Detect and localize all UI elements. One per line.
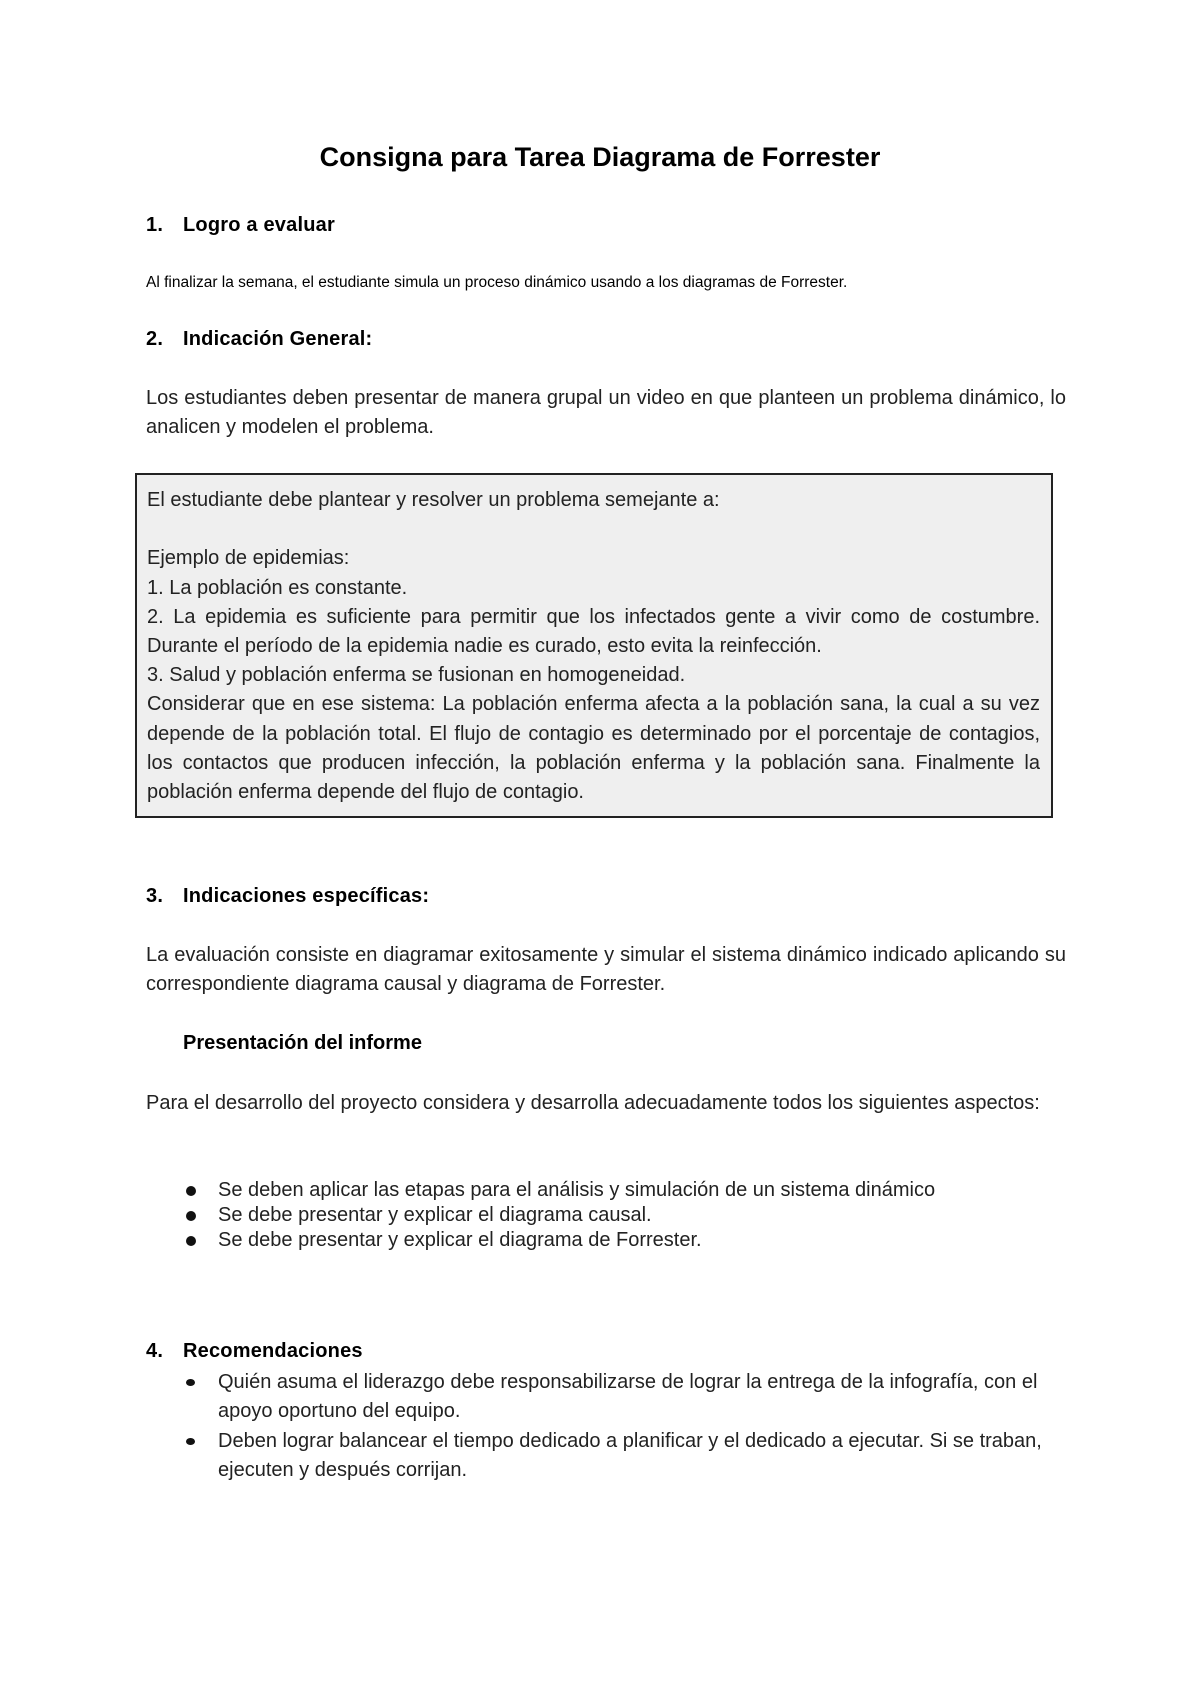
example-box [135,473,1053,818]
section-1-text: Al finalizar la semana, el estudiante simula un proceso dinámico usando a los diagramas de Forrester. [146,274,848,291]
box-consider: Considerar que en ese sistema: La población enferma afecta a la población sana, la cual a su vez depende de la población total. El flujo de contagio es determinado por el porcentaje de contagios, los contactos que producen infección, la población enferma y la población sana. Finalmente la población enferma depende del flujo de contagio. [147,693,1040,804]
report-subheading: Presentación del informe [183,1032,422,1054]
list-item: Se deben aplicar las etapas para el análisis y simulación de un sistema dinámico [146,1178,1066,1203]
section-4-number: 4. [146,1340,164,1362]
recommendations-list [146,1368,1066,1486]
section-1-heading [146,214,335,237]
section-2-title: Indicación General: [183,328,373,350]
section-4-title: Recomendaciones [183,1340,363,1362]
list-item: Deben lograr balancear el tiempo dedicado a planificar y el dedicado a ejecutar. Si se traban, ejecuten y después corrijan. [146,1427,1066,1485]
box-example-title: Ejemplo de epidemias: [147,547,350,570]
list-item: Se debe presentar y explicar el diagrama de Forrester. [146,1228,1066,1253]
list-item: Quién asuma el liderazgo debe responsabilizarse de lograr la entrega de la infografía, con el apoyo oportuno del equipo. [146,1368,1066,1426]
document-title: Consigna para Tarea Diagrama de Forrester [319,142,881,172]
bullet-dot-icon [186,1186,196,1196]
bullet-dot-icon [186,1211,196,1221]
section-3-intro: Para el desarrollo del proyecto considera y desarrolla adecuadamente todos los siguientes aspectos: [146,1092,1040,1114]
box-item-2: 2. La epidemia es suficiente para permitir que los infectados gente a vivir como de costumbre. Durante el período de la epidemia nadie es curado, esto evita la reinfección. [147,605,1040,657]
section-1-title: Logro a evaluar [183,214,335,236]
section-2-heading [146,328,372,351]
section-1-number: 1. [146,214,164,236]
list-item: Se debe presentar y explicar el diagrama causal. [146,1203,1066,1228]
section-2-number: 2. [146,328,164,350]
box-item-1: 1. La población es constante. [147,576,408,599]
bullet-dot-icon [186,1236,196,1246]
box-intro: El estudiante debe plantear y resolver un problema semejante a: [147,489,720,511]
section-3-heading [146,885,429,908]
bullet-dot-icon [186,1379,195,1386]
aspects-list [146,1178,1066,1253]
bullet-dot-icon [186,1438,195,1445]
section-3-text: La evaluación consiste en diagramar exitosamente y simular el sistema dinámico indicado aplicando su correspondiente diagrama causal y diagrama de Forrester. [146,944,1066,995]
section-3-number: 3. [146,885,164,907]
box-item-3: 3. Salud y población enferma se fusionan en homogeneidad. [147,664,686,687]
section-2-text: Los estudiantes deben presentar de manera grupal un video en que planteen un problema dinámico, lo analicen y modelen el problema. [146,387,1066,438]
section-4-heading [146,1340,363,1363]
section-3-title: Indicaciones específicas: [183,885,430,907]
